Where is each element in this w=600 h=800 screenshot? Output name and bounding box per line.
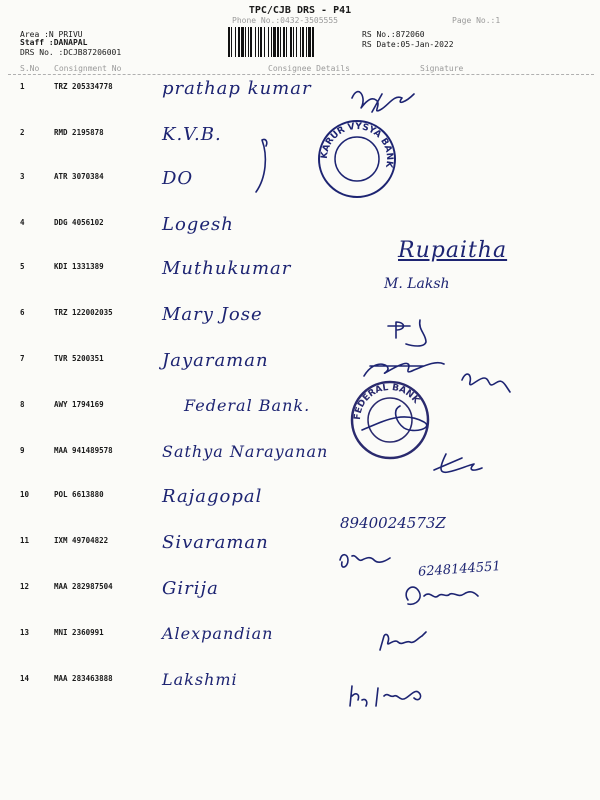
row-sno: 12 <box>20 582 30 591</box>
row-consignee-name: Mary Jose <box>162 304 263 325</box>
svg-text:KARUR VYSYA BANK: KARUR VYSYA BANK <box>319 121 395 169</box>
row-sno: 5 <box>20 262 25 271</box>
staff-field: Staff :DANAPAL <box>20 38 88 47</box>
row-consignee-name: Muthukumar <box>162 258 292 279</box>
row-sno: 9 <box>20 446 25 455</box>
row-consignee-name: Logesh <box>162 214 234 235</box>
row-consignee-name: Rajagopal <box>162 486 263 507</box>
sheet-title: TPC/CJB DRS - P41 <box>248 5 352 16</box>
signature-13 <box>380 632 426 650</box>
row-sno: 3 <box>20 172 25 181</box>
svg-text:FEDERAL BANK: FEDERAL BANK <box>352 382 421 421</box>
row-consignment-no: MNI 2360991 <box>54 628 104 637</box>
row-sno: 4 <box>20 218 25 227</box>
row-consignment-no: ATR 3070384 <box>54 172 104 181</box>
row-consignee-name: Sathya Narayanan <box>162 442 329 461</box>
rs-date: RS Date:05-Jan-2022 <box>362 40 454 49</box>
page-number: Page No.:1 <box>452 16 501 25</box>
row-consignment-no: TVR 5200351 <box>54 354 104 363</box>
row-consignee-name: Girija <box>162 578 219 599</box>
signature-8 <box>362 406 427 430</box>
col-sno: S.No <box>20 64 40 73</box>
row-consignee-name: K.V.B. <box>162 124 222 145</box>
row-consignee-name: Alexpandian <box>162 624 274 643</box>
row-sno: 2 <box>20 128 25 137</box>
note-m-lakshmi: M. Laksh <box>384 276 450 292</box>
note-rupaitha: Rupaitha <box>398 238 508 263</box>
signature-7 <box>364 363 510 392</box>
row-consignee-name: Sivaraman <box>162 532 269 553</box>
row-consignment-no: DDG 4056102 <box>54 218 104 227</box>
signature-9 <box>434 454 482 472</box>
row-consignment-no: KDI 1331389 <box>54 262 104 271</box>
row-sno: 7 <box>20 354 25 363</box>
signature-11 <box>340 555 390 567</box>
row-sno: 13 <box>20 628 30 637</box>
row-consignee-name: DO <box>162 168 194 189</box>
row-consignment-no: POL 6613880 <box>54 490 104 499</box>
row-consignee-name: prathap kumar <box>162 78 312 99</box>
row-consignee-name: Jayaraman <box>162 350 269 371</box>
row-consignment-no: MAA 282987504 <box>54 582 113 591</box>
row-consignment-no: MAA 283463888 <box>54 674 113 683</box>
row-consignment-no: RMD 2195878 <box>54 128 104 137</box>
drs-number: DRS No. :DCJB87206001 <box>20 48 122 57</box>
phone-number: Phone No.:0432-3505555 <box>232 16 338 25</box>
row-consignment-no: MAA 941489578 <box>54 446 113 455</box>
col-signature: Signature <box>420 64 464 73</box>
row-consignment-no: AWY 1794169 <box>54 400 104 409</box>
row-sno: 10 <box>20 490 30 499</box>
row-sno: 8 <box>20 400 25 409</box>
row-consignment-no: TRZ 122002035 <box>54 308 113 317</box>
signature-14 <box>350 686 421 706</box>
signature-6 <box>388 320 426 346</box>
signature-12 <box>406 587 478 604</box>
signature-2 <box>256 139 267 192</box>
note-mobile-number: 8940024573Z <box>340 514 446 532</box>
rs-number: RS No.:872060 <box>362 30 425 39</box>
row-consignment-no: TRZ 205334778 <box>54 82 113 91</box>
row-consignee-name: Federal Bank. <box>184 396 311 415</box>
row-consignee-name: Lakshmi <box>162 670 238 689</box>
area-field: Area :N PRIVU <box>20 30 83 39</box>
row-sno: 6 <box>20 308 25 317</box>
col-consignee: Consignee Details <box>268 64 350 73</box>
row-consignment-no: IXM 49704822 <box>54 536 109 545</box>
col-consignment: Consignment No <box>54 64 122 73</box>
note-number-row11: 6248144551 <box>417 559 502 580</box>
row-sno: 11 <box>20 536 30 545</box>
row-sno: 1 <box>20 82 25 91</box>
signature-1 <box>352 92 414 112</box>
row-sno: 14 <box>20 674 30 683</box>
